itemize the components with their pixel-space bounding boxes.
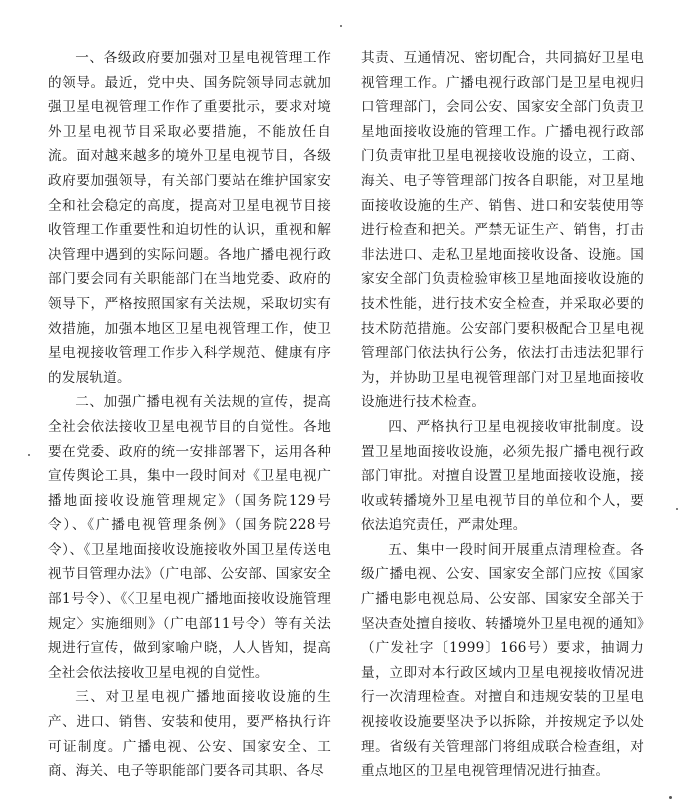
paragraph-2: 二、加强广播电视有关法规的宣传，提高全社会依法接收卫星电视节目的自觉性。各地要在党委、政府的统一安排部署下，运用各种宣传舆论工具，集中一段时间对《卫星电视广播地面接收设施管理规定》（国务院129号令）、《广播电视管理条例》（国务院228号令）、《卫星地面接收设施接收外国卫星传送电视节目管理办法》（广电部、公安部、国家安全部1号令）、《〈卫星电视广播地面接收设施管理规定〉实施细则》（广电部11号令）等有关法规进行宣传，做到家喻户晓，人人皆知，提高全社会依法接收卫星电视的自觉性。 <box>48 394 331 681</box>
scan-speck <box>669 796 672 799</box>
scan-speck <box>340 25 342 27</box>
right-column <box>361 46 644 784</box>
scan-speck <box>28 454 30 456</box>
paragraph-4: 四、严格执行卫星电视接收审批制度。设置卫星地面接收设施，必须先报广播电视行政部门审批。对擅自设置卫星地面接收设施，接收或转播境外卫星电视节目的单位和个人，要依法追究责任，严肃处理。 <box>361 418 644 534</box>
left-column <box>48 46 331 784</box>
paragraph-3-continued: 其责、互通情况、密切配合，共同搞好卫星电视管理工作。广播电视行政部门是卫星电视归口管理部门，会同公安、国家安全部门负责卫星地面接收设施的管理工作。广播电视行政部门负责审批卫星电视接收设施的设立，工商、海关、电子等管理部门按各自职能，对卫星地面接收设施的生产、销售、进口和安装使用等进行检查和把关。严禁无证生产、销售，打击非法进口、走私卫星地面接收设备、设施。国家安全部门负责检验审核卫星地面接收设施的技术性能，进行技术安全检查，并采取必要的技术防范措施。公安部门要积极配合卫星电视管理部门依法执行公务，依法打击违法犯罪行为，并协助卫星电视管理部门对卫星地面接收设施进行技术检查。 <box>361 50 644 411</box>
scan-speck <box>676 508 678 510</box>
paragraph-3: 三、对卫星电视广播地面接收设施的生产、进口、销售、安装和使用，要严格执行许可证制度。广播电视、公安、国家安全、工商、海关、电子等职能部门要各司其职、各尽 <box>48 689 331 780</box>
paragraph-5: 五、集中一段时间开展重点清理检查。各级广播电视、公安、国家安全部门应按《国家广播电影电视总局、公安部、国家安全部关于坚决查处擅自接收、转播境外卫星电视的通知》（广发社字〔1999〕166号）要求，抽调力量，立即对本行政区域内卫星电视接收情况进行一次清理检查。对擅自和违规安装的卫星电视接收设施要坚决予以拆除，并按规定予以处理。省级有关管理部门将组成联合检查组，对重点地区的卫星电视管理情况进行抽查。 <box>361 541 644 780</box>
paragraph-1: 一、各级政府要加强对卫星电视管理工作的领导。最近，党中央、国务院领导同志就加强卫星电视管理工作作了重要批示，要求对境外卫星电视节目采取必要措施，不能放任自流。面对越来越多的境外卫星电视节目，各级政府要加强领导，有关部门要站在维护国家安全和社会稳定的高度，提高对卫星电视节目接收管理工作重要性和迫切性的认识，重视和解决管理中遇到的实际问题。各地广播电视行政部门要会同有关职能部门在当地党委、政府的领导下，严格按照国家有关法规，采取切实有效措施，加强本地区卫星电视管理工作，使卫星电视接收管理工作步入科学规范、健康有序的发展轨道。 <box>48 50 331 386</box>
